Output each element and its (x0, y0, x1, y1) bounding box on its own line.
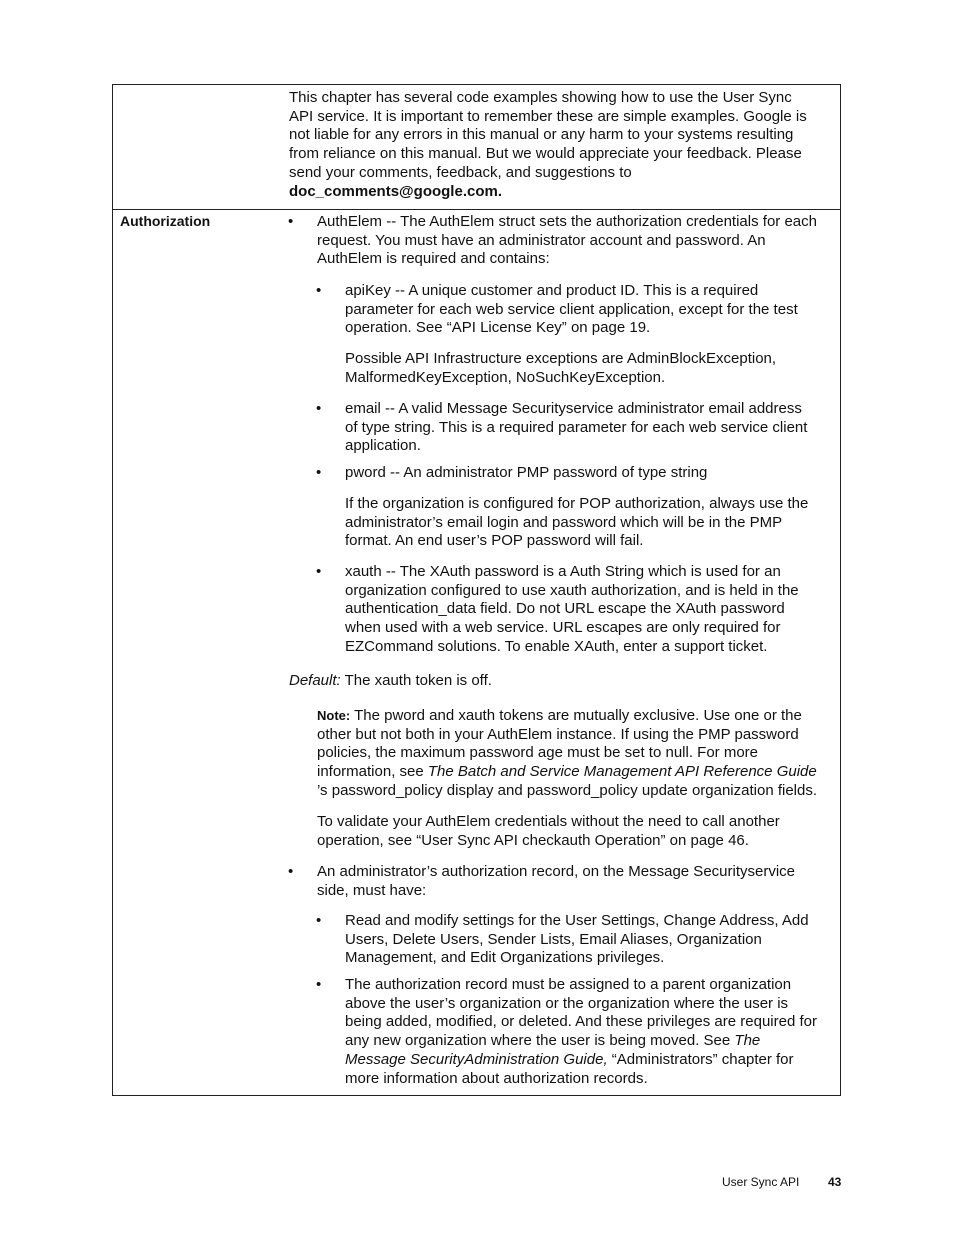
note-line (317, 707, 802, 726)
validate-line: operation, see “User Sync API checkauth Operation” on page 46. (317, 831, 749, 849)
admin-record-line: side, must have: (317, 881, 427, 899)
feedback-email-link[interactable]: doc_comments@google.com. (289, 182, 502, 200)
apikey-exceptions-line: Possible API Infrastructure exceptions are AdminBlockException, (345, 350, 777, 367)
page-number: 43 (828, 1175, 842, 1189)
note-text: information, see (317, 763, 428, 781)
footer-title: User Sync API (722, 1175, 800, 1189)
pword-pop-line: If the organization is configured for POP authorization, always use the (345, 495, 809, 512)
bullet-marker: • (316, 282, 322, 299)
admin-record-line: An administrator’s authorization record, on the Message Securityservice (317, 863, 796, 880)
guide-title: Message SecurityAdministration Guide, (345, 1050, 608, 1068)
apikey-line: parameter for each web service client application, except for the test (345, 300, 798, 318)
bullet-marker: • (316, 400, 322, 417)
apikey-exceptions-line: MalformedKeyException, NoSuchKeyException. (345, 368, 666, 386)
read-modify-line: Management, and Edit Organizations privileges. (345, 949, 665, 967)
row-divider (113, 209, 840, 210)
content-table (112, 84, 841, 1096)
bullet-marker: • (288, 863, 294, 880)
intro-line: send your comments, feedback, and suggestions to (289, 163, 632, 181)
apikey-line: apiKey -- A unique customer and product ID. This is a required (345, 282, 759, 299)
parent-org-line (345, 1051, 794, 1070)
section-label: Authorization (120, 213, 211, 229)
authelem-line: AuthElem -- The AuthElem struct sets the authorization credentials for each (317, 213, 817, 230)
bullet-marker: • (316, 912, 322, 929)
authelem-line: request. You must have an administrator account and password. An (317, 231, 766, 249)
intro-line: not liable for any errors in this manual or any harm to your systems resulting (289, 126, 794, 144)
bullet-marker: • (316, 976, 322, 993)
email-item-line: application. (345, 437, 421, 455)
parent-org-line: being added, modified, or deleted. And these privileges are required for (345, 1013, 817, 1031)
intro-line: API service. It is important to remember these are simple examples. Google is (289, 107, 807, 125)
pword-pop-line: administrator’s email login and password which will be in the PMP (345, 513, 783, 531)
note-line (317, 763, 817, 782)
email-item-line: email -- A valid Message Securityservice administrator email address (345, 400, 802, 417)
validate-line: To validate your AuthElem credentials without the need to call another (317, 813, 780, 830)
parent-org-line (345, 1032, 760, 1051)
guide-title: The Batch and Service Management API Reference Guide (427, 763, 817, 781)
authelem-line: AuthElem is required and contains: (317, 250, 550, 268)
pword-line: pword -- An administrator PMP password of type string (345, 464, 708, 481)
note-label: Note: (317, 708, 351, 723)
pword-pop-line: format. An end user’s POP password will fail. (345, 532, 644, 550)
bullet-marker: • (288, 213, 294, 230)
note-text: The pword and xauth tokens are mutually exclusive. Use one or the (350, 707, 802, 724)
read-modify-line: Users, Delete Users, Sender Lists, Email Aliases, Organization (345, 930, 762, 948)
xauth-line: EZCommand solutions. To enable XAuth, enter a support ticket. (345, 637, 768, 655)
parent-org-line: The authorization record must be assigned to a parent organization (345, 976, 792, 993)
email-item-line: of type string. This is a required parameter for each web service client (345, 418, 808, 436)
bullet-marker: • (316, 563, 322, 580)
bullet-marker: • (316, 464, 322, 481)
parent-org-line: more information about authorization records. (345, 1069, 648, 1087)
read-modify-line: Read and modify settings for the User Settings, Change Address, Add (345, 912, 809, 929)
guide-title: The (734, 1032, 761, 1050)
default-line (289, 672, 492, 691)
apikey-line: operation. See “API License Key” on page 19. (345, 319, 651, 337)
xauth-line: authentication_data field. Do not URL escape the XAuth password (345, 600, 785, 618)
parent-org-text: “Administrators” chapter for (607, 1050, 794, 1068)
default-label: Default: (289, 672, 341, 689)
default-text: The xauth token is off. (340, 672, 492, 689)
xauth-line: when used with a web service. URL escapes are only required for (345, 619, 781, 637)
parent-org-text: any new organization where the user is being moved. See (345, 1032, 735, 1050)
xauth-line: organization configured to use xauth authorization, and is held in the (345, 581, 799, 599)
note-line: ’s password_policy display and password_policy update organization fields. (317, 781, 818, 799)
intro-line: This chapter has several code examples showing how to use the User Sync (289, 89, 792, 106)
intro-line: from reliance on this manual. But we would appreciate your feedback. Please (289, 145, 802, 163)
note-line: other but not both in your AuthElem instance. If using the PMP password (317, 725, 799, 743)
note-line: policies, the maximum password age must be set to null. For more (317, 744, 759, 762)
parent-org-line: above the user’s organization or the organization where the user is (345, 994, 789, 1012)
xauth-line: xauth -- The XAuth password is a Auth String which is used for an (345, 563, 781, 580)
